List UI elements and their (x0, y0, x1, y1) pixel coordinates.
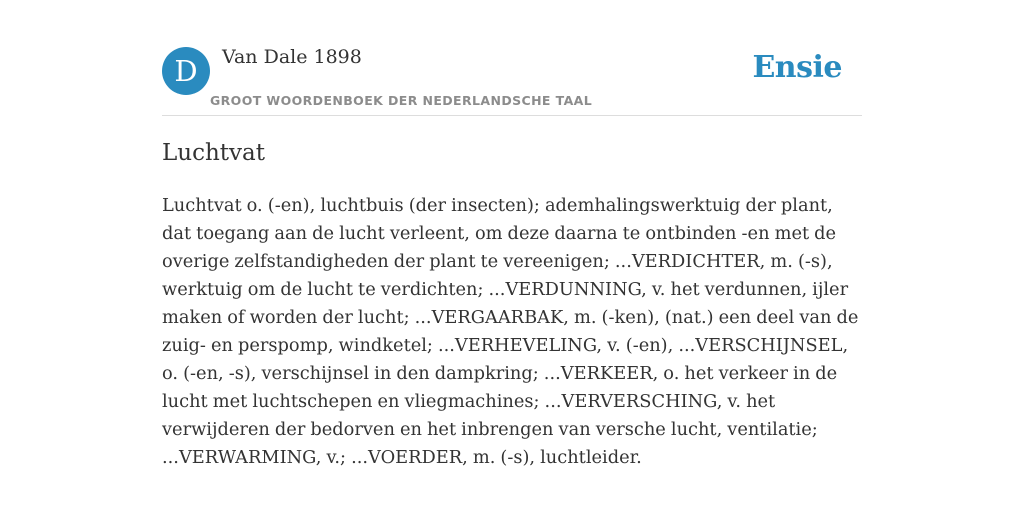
entry-definition: Luchtvat o. (-en), luchtbuis (der insecten); ademhalingswerktuig der plant, dat toegang aan de lucht verleent, om deze daarna te ontbinden -en met de overige zelfstandigheden der plant te vereenigen; ...VERDICHTER, m. (-s), werktuig om de lucht te verdichten; ...VERDUNNING, v. het verdunnen, ijler maken of worden der lucht; ...VERGAARBAK, m. (-ken), (nat.) een deel van de zuig- en perspomp, windketel; ...VERHEVELING, v. (-en), ...VERSCHIJNSEL, o. (-en, -s), verschijnsel in den dampkring; ...VERKEER, o. het verkeer in de lucht met luchtschepen en vliegmachines; ...VERVERSCHING, v. het verwijderen der bedorven en het inbrengen van versche lucht, ventilatie; ...VERWARMING, v.; ...VOERDER, m. (-s), luchtleider. (162, 195, 859, 468)
source-logo-icon[interactable]: D (162, 47, 210, 95)
source-subtitle: GROOT WOORDENBOEK DER NEDERLANDSCHE TAAL (210, 93, 593, 108)
dictionary-entry-card (162, 0, 862, 468)
entry-header (162, 0, 862, 116)
brand-logo[interactable]: Ensie (752, 50, 842, 85)
source-title[interactable]: Van Dale 1898 (222, 46, 362, 68)
entry-headword: Luchtvat (162, 140, 265, 166)
